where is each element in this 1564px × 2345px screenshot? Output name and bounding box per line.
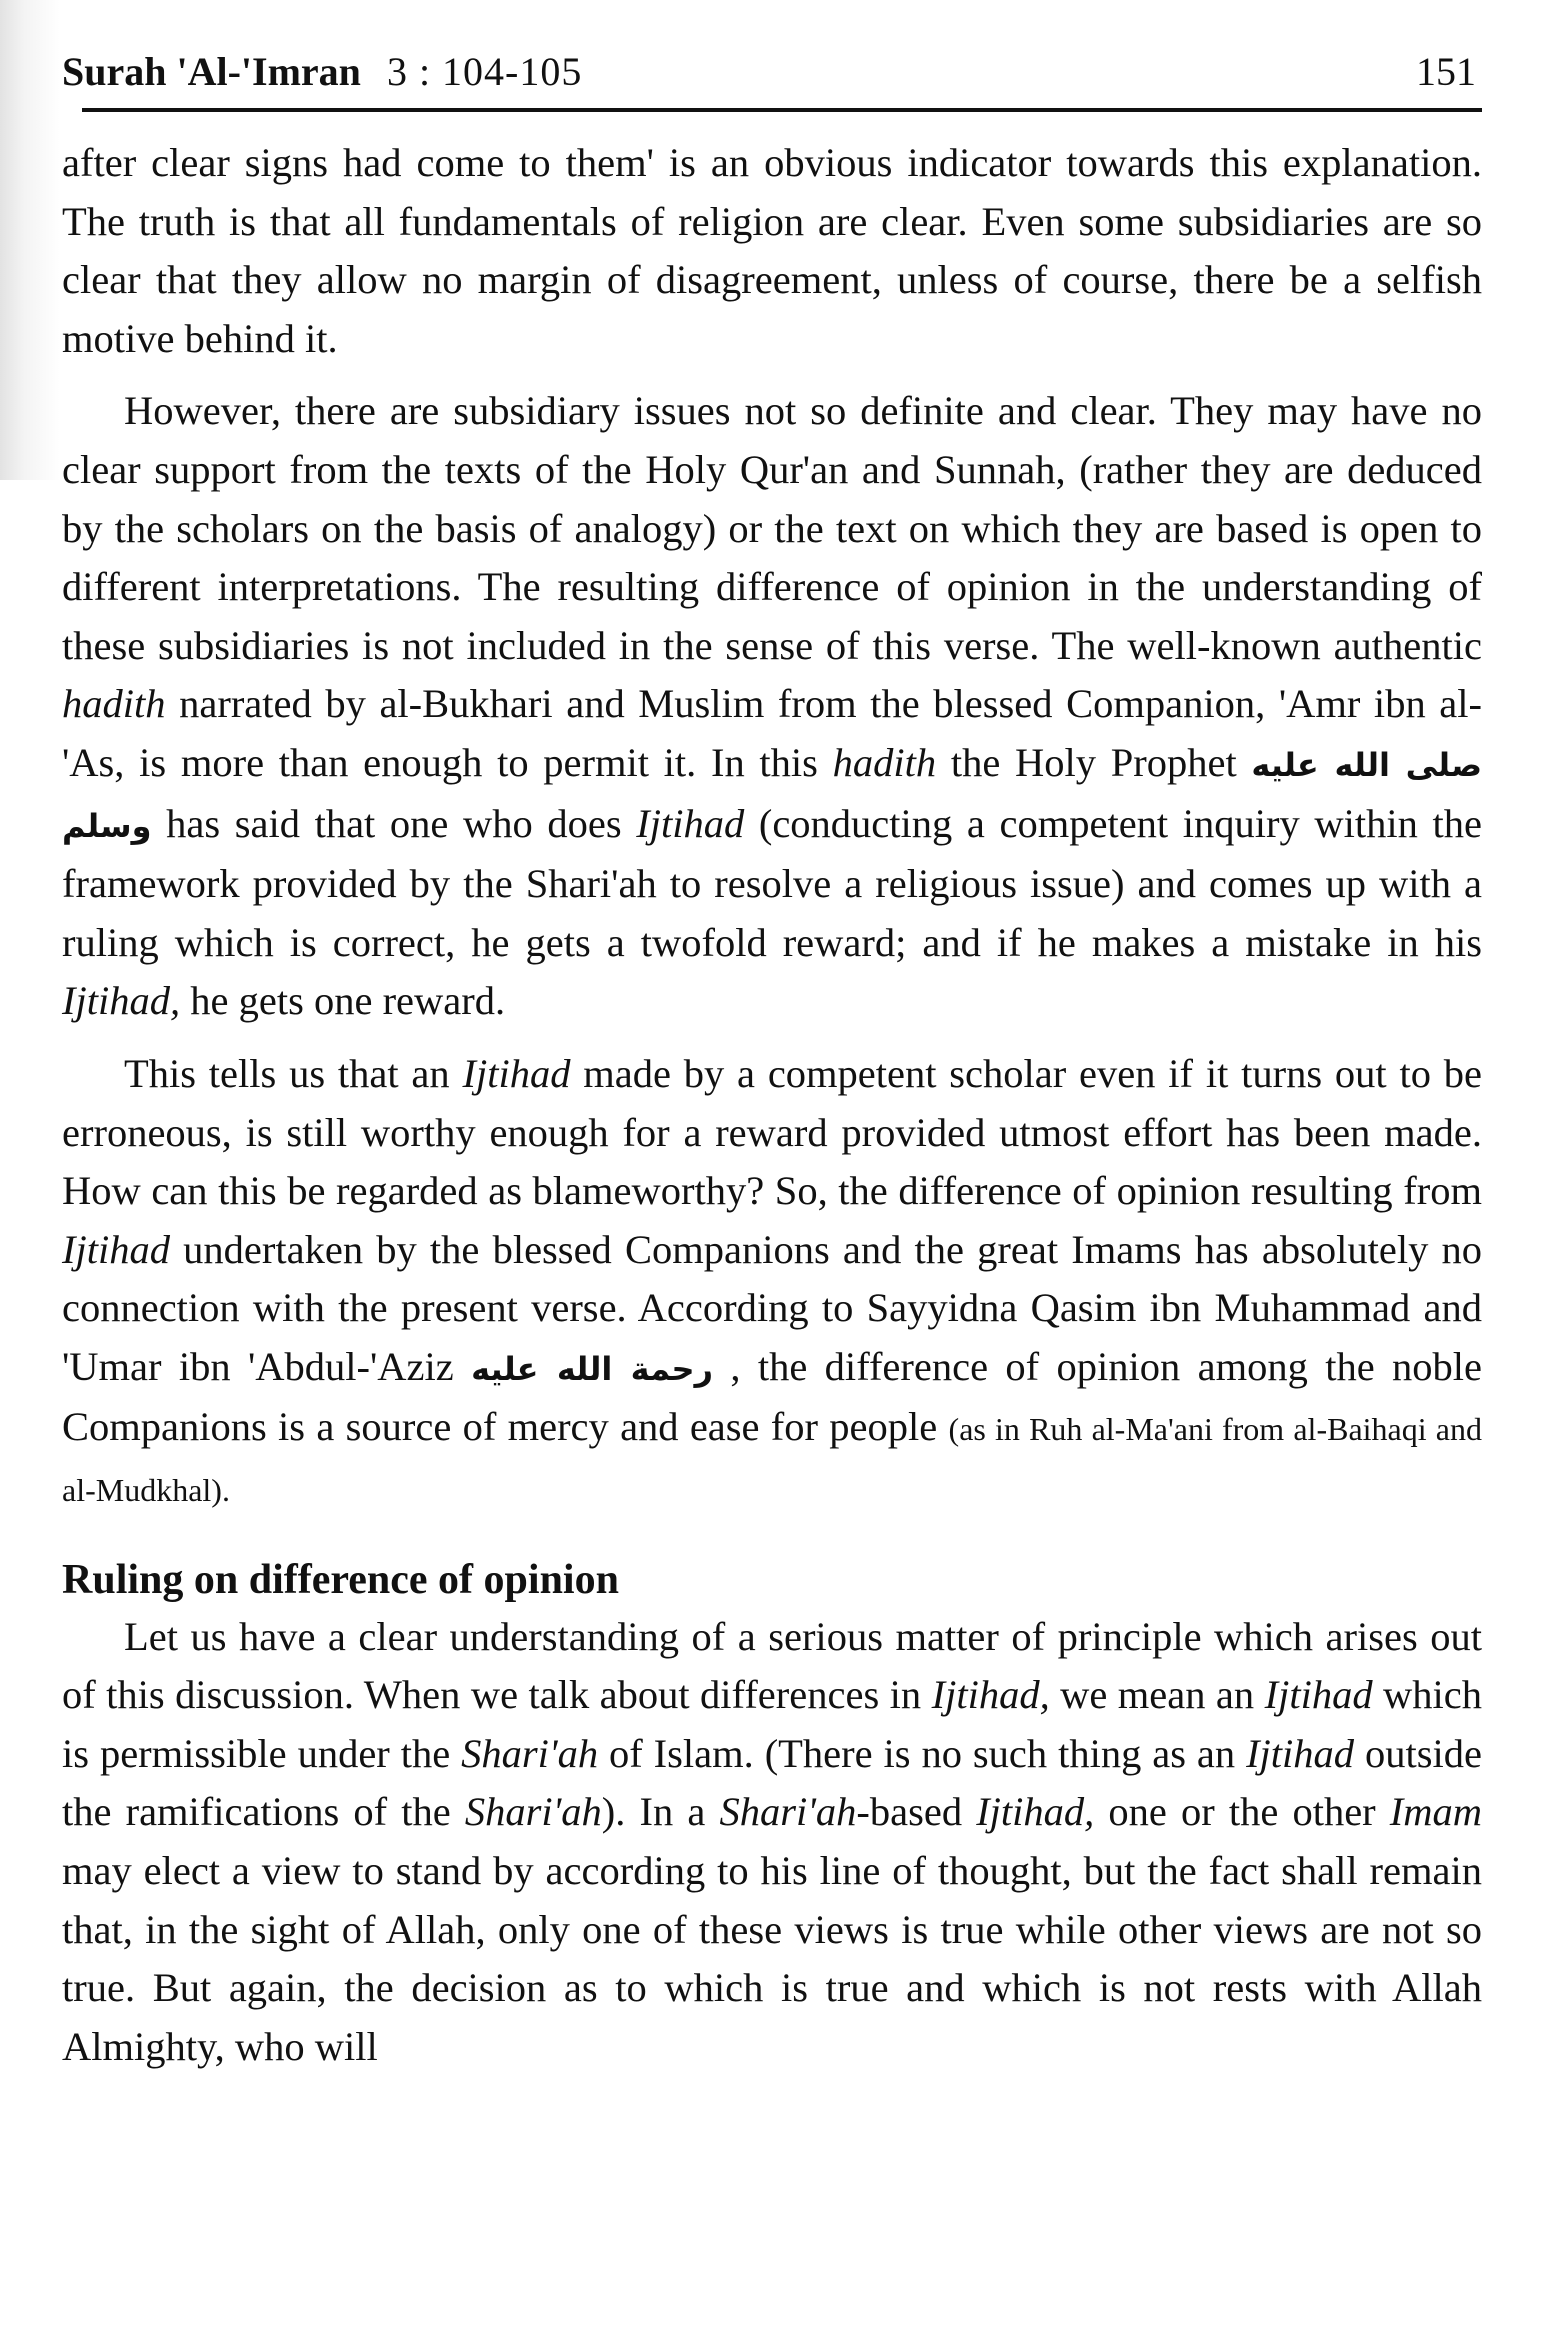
text-run: we mean an [1049, 1672, 1265, 1718]
text-run: he gets one reward. [180, 978, 506, 1024]
text-run: made by a competent scholar even if it turns out to be erroneous, is still worthy enough for a reward provided utmost effort has been made. How can this be regarded as blameworthy? So, the difference of opinion resulting from [62, 1050, 1482, 1214]
italic-term: Shari'ah [719, 1789, 857, 1835]
italic-term: Ijtihad, [62, 978, 181, 1024]
page-number: 151 [1416, 49, 1476, 94]
verse-reference: 3 : 104-105 [386, 49, 583, 94]
italic-term: Shari'ah [461, 1730, 599, 1776]
italic-term: hadith [62, 681, 166, 727]
arabic-salutation: صلى الله عليه وسلم [62, 745, 1483, 845]
italic-term: Ijtihad [1246, 1730, 1355, 1776]
italic-term: Ijtihad, [976, 1789, 1095, 1835]
italic-term: Ijtihad [636, 800, 745, 846]
book-page [62, 48, 1482, 2076]
text-run: one or the other [1094, 1789, 1390, 1835]
text-run: undertaken by the blessed Companions and the great Imams has absolutely no connection with the present verse. According to Sayyidna Qasim ibn Muhammad and 'Umar ibn 'Abdul-'Aziz [62, 1226, 1482, 1389]
text-run: of Islam. (There is no such thing as an [598, 1730, 1247, 1776]
text-run: However, there are subsidiary issues not so definite and clear. They may have no clear support from the texts of the Holy Qur'an and Sunnah, (rather they are deduced by the scholars on the basis of analogy) or the text on which they are based is open to different interpretations. The resulting difference of opinion in the understanding of these subsidiaries is not included in the sense of this verse. The well-known authentic [62, 388, 1482, 668]
running-header [62, 48, 1482, 100]
header-left [62, 48, 582, 95]
text-run: , the difference of opinion among the noble Companions is a source of mercy and ease for people [62, 1343, 1483, 1450]
text-run: narrated by al-Bukhari and Muslim from the blessed Companion, 'Amr ibn al-'As, is more than enough to permit it. In this [62, 681, 1482, 785]
section-heading: Ruling on difference of opinion [62, 1556, 619, 1603]
text-run: which is permissible under the [62, 1672, 1483, 1776]
text-run: -based [856, 1789, 977, 1835]
paragraph-2 [62, 382, 1482, 1031]
text-run: ). In a [601, 1789, 720, 1835]
surah-title: Surah 'Al-'Imran [62, 49, 361, 94]
italic-term: Ijtihad, [931, 1672, 1050, 1718]
text-run: (conducting a competent inquiry within the framework provided by the Shari'ah to resolve a religious issue) and comes up with a ruling which is correct, he gets a twofold reward; and if he makes a mistake in his [62, 800, 1482, 965]
paragraph-3 [62, 1045, 1482, 1520]
text-run: the Holy Prophet [936, 739, 1252, 785]
italic-term: Ijtihad [462, 1050, 571, 1096]
scan-shadow [0, 0, 60, 480]
arabic-mercy: رحمة الله عليه [471, 1349, 714, 1388]
paragraph-4 [62, 1608, 1482, 2077]
text-run: has said that one who does [151, 800, 637, 846]
text-run: This tells us that an [124, 1050, 463, 1096]
text-run: Let us have a clear understanding of a serious matter of principle which arises out of this discussion. When we talk about differences in [62, 1613, 1482, 1718]
italic-term: Ijtihad [62, 1226, 170, 1272]
paragraph-1: after clear signs had come to them' is an obvious indicator towards this explanation. The truth is that all fundamentals of religion are clear. Even some subsidiaries are so clear that they allow no margin of disagreement, unless of course, there be a selfish motive behind it. [62, 140, 1482, 361]
source-citation: (as in Ruh al-Ma'ani from al-Baihaqi and al-Mudkhal). [62, 1411, 1482, 1509]
italic-term: hadith [832, 739, 937, 785]
header-rule [82, 108, 1482, 112]
italic-term: Imam [1389, 1789, 1483, 1835]
text-run: outside the ramifications of the [62, 1730, 1482, 1835]
italic-term: Ijtihad [1264, 1672, 1373, 1718]
italic-term: Shari'ah [464, 1789, 602, 1835]
text-run: may elect a view to stand by according to his line of thought, but the fact shall remain that, in the sight of Allah, only one of these views is true while other views are not so true. But again, the decision as to which is true and which is not rests with Allah Almighty, who will [62, 1848, 1482, 2069]
